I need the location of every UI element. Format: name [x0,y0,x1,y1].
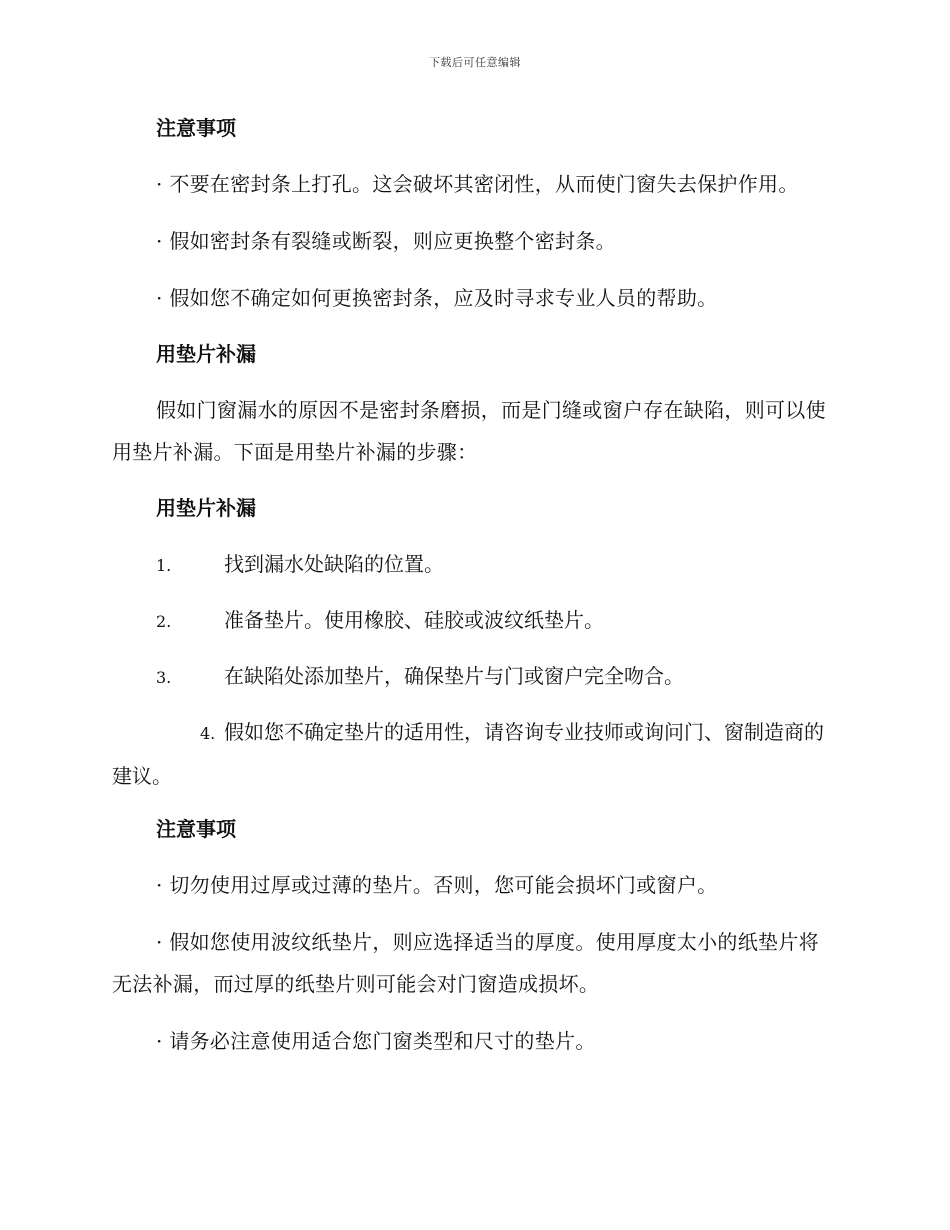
section-heading-gasket-repair: 用垫片补漏 [156,496,256,520]
section-heading-precautions: 注意事项 [156,817,236,841]
section-heading-precautions: 注意事项 [156,116,236,140]
bullet-paragraph: · 请务必注意使用适合您门窗类型和尺寸的垫片。 [156,1029,596,1053]
list-item-text: 假如您不确定垫片的适用性，请咨询专业技师或询问门、窗制造商的建议。 [112,720,824,788]
list-item-text: 找到漏水处缺陷的位置。 [224,552,444,576]
list-item-text: 准备垫片。使用橡胶、硅胶或波纹纸垫片。 [224,608,604,632]
document-body [112,108,836,1077]
list-item-number: 2. [156,612,172,631]
page-header: 下载后可任意编辑 [429,56,521,69]
list-item [112,599,836,643]
bullet-paragraph: · 假如密封条有裂缝或断裂，则应更换整个密封条。 [156,229,616,253]
bullet-paragraph: · 假如您使用波纹纸垫片，则应选择适当的厚度。使用厚度太小的纸垫片将无法补漏，而过厚的纸垫片则可能会对门窗造成损坏。 [112,930,819,996]
body-paragraph: 假如门窗漏水的原因不是密封条磨损，而是门缝或窗户存在缺陷，则可以使用垫片补漏。下面是用垫片补漏的步骤： [112,398,826,464]
bullet-paragraph: · 切勿使用过厚或过薄的垫片。否则，您可能会损坏门或窗户。 [156,873,718,897]
list-item-text: 在缺陷处添加垫片，确保垫片与门或窗户完全吻合。 [224,664,684,688]
list-item-number: 3. [156,668,172,687]
list-item [112,543,836,587]
list-item [112,655,836,699]
section-heading-gasket-repair: 用垫片补漏 [156,342,256,366]
list-item [112,711,836,797]
list-item-number: 4. [200,724,216,743]
list-item-number: 1. [156,556,172,575]
bullet-paragraph: · 不要在密封条上打孔。这会破坏其密闭性，从而使门窗失去保护作用。 [156,172,799,196]
bullet-paragraph: · 假如您不确定如何更换密封条，应及时寻求专业人员的帮助。 [156,286,718,310]
